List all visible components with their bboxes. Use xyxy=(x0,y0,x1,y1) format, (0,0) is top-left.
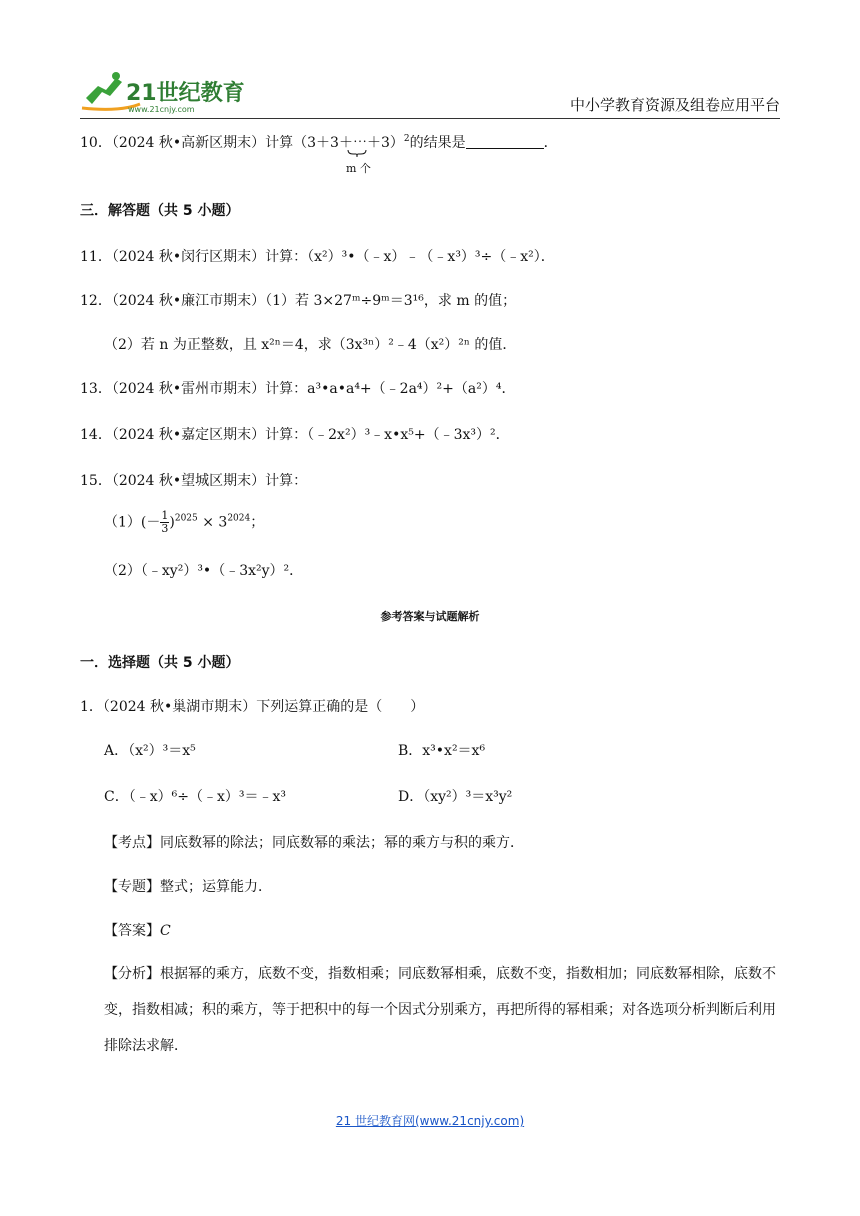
question-12-part1: 12．（2024 秋•廉江市期末）（1）若 3×27ᵐ÷9ᵐ＝3¹⁶，求 m 的值； xyxy=(80,293,517,309)
question-11: 11．（2024 秋•闵行区期末）计算：（x²）³•（﹣x）﹣（﹣x³）³÷（﹣x²）． xyxy=(80,249,555,265)
question-15-part2: （2）（﹣xy²）³•（﹣3x²y）²． xyxy=(104,563,304,579)
logo-icon xyxy=(80,68,260,116)
question-12-part2: （2）若 n 为正整数，且 x²ⁿ＝4，求（3x³ⁿ）²﹣4（x²）²ⁿ 的值． xyxy=(104,337,517,353)
section-3-title: 三．解答题（共 5 小题） xyxy=(80,203,240,219)
page-header xyxy=(80,64,780,120)
option-b: B．x³•x²＝x⁶ xyxy=(398,743,486,759)
analysis-paragraph: 【分析】根据幂的乘方，底数不变，指数相乘；同底数幂相乘，底数不变，指数相加；同底数幂相除，底数不变，指数相减；积的乘方，等于把积中的每一个因式分别乘方，再把所得的幂相乘；对各选项分析判断后利用排除法求解． xyxy=(104,966,776,1054)
option-a: A．（x²）³＝x⁵ xyxy=(104,743,196,759)
header-divider xyxy=(80,118,780,119)
q10-exponent: 2 xyxy=(403,134,410,144)
underbrace-icon xyxy=(347,148,367,158)
fraction: $\frac{1}{3}$ xyxy=(161,509,169,535)
answer-blank xyxy=(466,136,544,149)
question-1-stem: 1．（2024 秋•巢湖市期末）下列运算正确的是（ ） xyxy=(80,699,425,715)
q10-prefix: 10．（2024 秋•高新区期末）计算（3＋3＋⋯＋3） xyxy=(80,135,404,151)
question-13: 13．（2024 秋•雷州市期末）计算：a³•a•a⁴+（﹣2a⁴）²+（a²）⁴． xyxy=(80,381,516,397)
logo-url-text: www.21cnjy.com xyxy=(128,105,195,114)
q10-end: ． xyxy=(543,135,558,151)
question-10 xyxy=(80,132,558,152)
kaodian: 【考点】同底数幂的除法；同底数幂的乘法；幂的乘方与积的乘方． xyxy=(104,835,524,851)
question-15-part1: （1）(－ $\frac{1}{3}$ )$^{2025} \times 3^{2024}$； xyxy=(104,509,265,535)
q10-brace-note: m 个 xyxy=(346,162,371,175)
logo-text: 21世纪教育 xyxy=(126,81,245,106)
answer: 【答案】C xyxy=(104,923,171,939)
answers-title: 参考答案与试题解析 xyxy=(380,610,480,623)
q10-suffix: 的结果是 xyxy=(409,135,466,151)
section-1-title: 一．选择题（共 5 小题） xyxy=(80,655,240,671)
footer-link[interactable]: 21 世纪教育网(www.21cnjy.com) xyxy=(335,1114,525,1128)
option-c: C．（﹣x）⁶÷（﹣x）³＝﹣x³ xyxy=(104,789,286,805)
option-d: D．（xy²）³＝x³y² xyxy=(398,789,513,805)
site-title: 中小学教育资源及组卷应用平台 xyxy=(569,96,780,114)
answer-value: C xyxy=(160,923,171,939)
zhuanti: 【专题】整式；运算能力． xyxy=(104,879,272,895)
question-14: 14．（2024 秋•嘉定区期末）计算：（﹣2x²）³﹣x•x⁵+（﹣3x³）²． xyxy=(80,427,510,443)
question-15-stem: 15．（2024 秋•望城区期末）计算： xyxy=(80,473,308,489)
